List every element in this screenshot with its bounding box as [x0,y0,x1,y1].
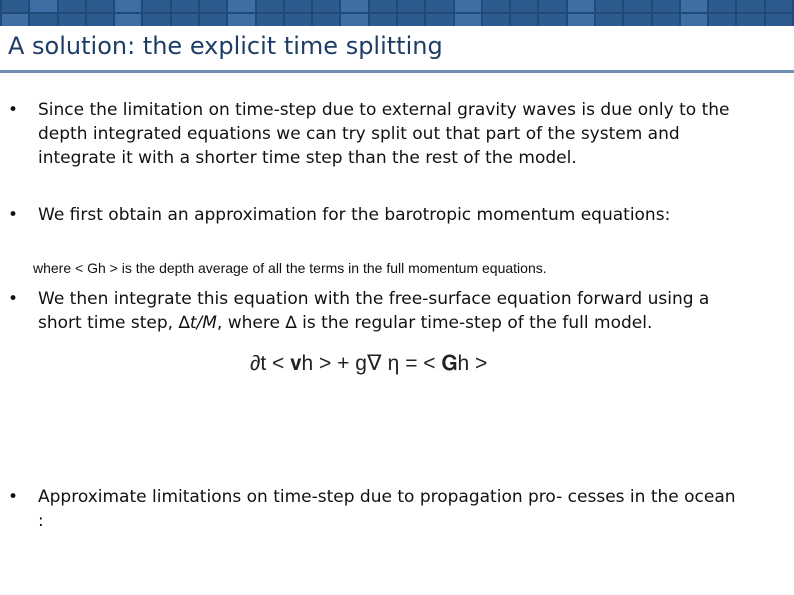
bullet-text-2: We first obtain an approximation for the barotropic momentum equations: [38,205,671,225]
bullet-marker: • [8,289,19,309]
bullet-marker: • [8,100,19,120]
bullet-marker: • [8,205,19,225]
title-underline [0,70,794,73]
definition-note: where < Gh > is the depth average of all the terms in the full momentum equations. [33,260,547,276]
momentum-equation: ∂t < 𝐯h > + g∇ η = < 𝐆h > [250,352,488,375]
bullet-text-3: We then integrate this equation with the free-surface equation forward using a short time step, ∆t/M, where ∆ is the regular time-step of the full model. [38,289,710,333]
bullet-text-1: Since the limitation on time-step due to external gravity waves is due only to the depth integrated equations we can try split out that part of the system and integrate it with a shorter time step than the rest of the model. [38,100,730,168]
header-bar [0,0,794,26]
bullet-text-4: Approximate limitations on time-step due to propagation pro- cesses in the ocean : [38,487,736,531]
slide-title: A solution: the explicit time splitting [8,32,443,60]
header-pattern [0,0,794,26]
bullet-marker: • [8,487,19,507]
